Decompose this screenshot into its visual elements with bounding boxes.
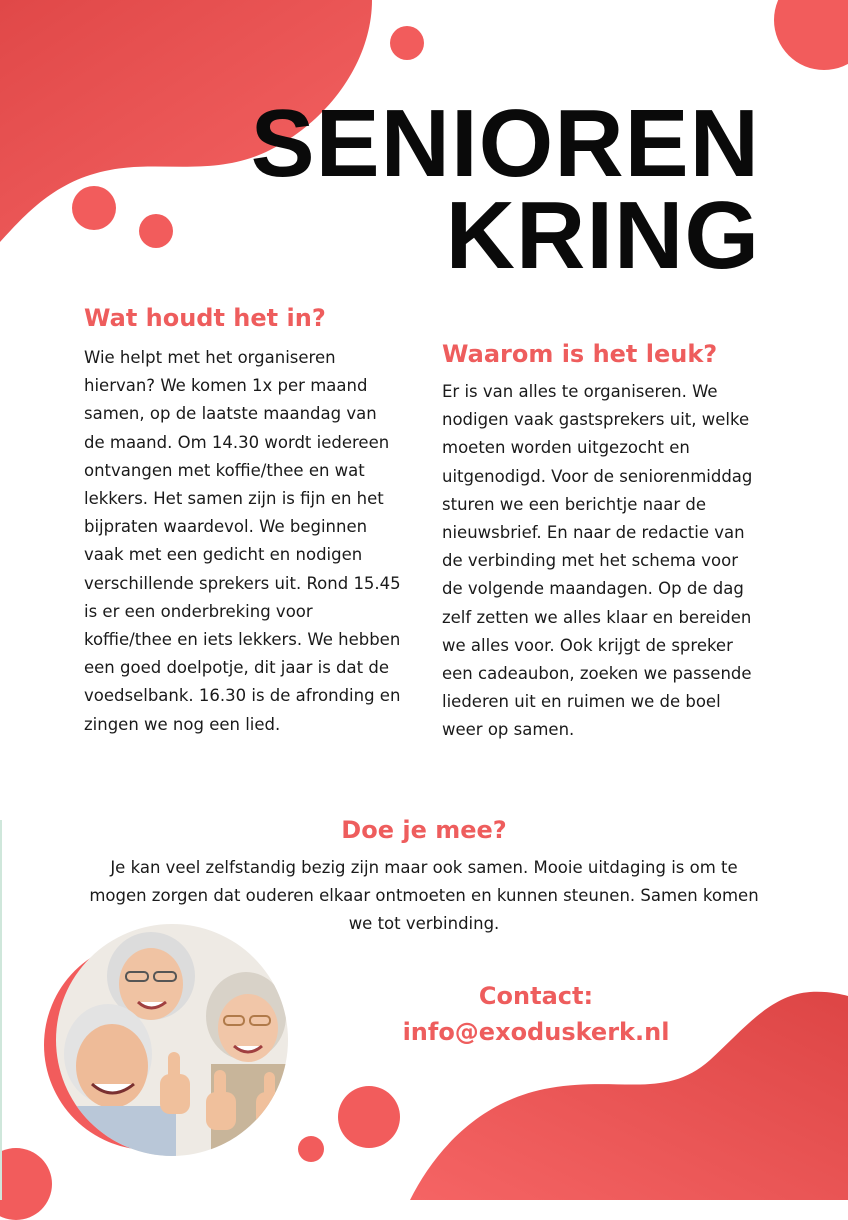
section-body-why: Er is van alles te organiseren. We nodigen vaak gastsprekers uit, welke moeten worden uitgezocht en uitgenodigd. Voor de seniorenmiddag sturen we een berichtje naar de nieuwsbrief. En naar de redactie van de verbinding met het schema voor de volgende maandagen. Op de dag zelf zetten we alles klaar en bereiden we alles voor. Ook krijgt de spreker een cadeaubon, zoeken we passende liederen uit en ruimen we de boel weer op samen. xyxy=(442,382,753,740)
deco-circle-top-right xyxy=(774,0,848,70)
section-heading-join: Doe je mee? xyxy=(341,816,507,844)
contact-label: Contact: xyxy=(478,982,594,1010)
page-title xyxy=(250,90,760,289)
deco-circle-bottom-2 xyxy=(298,1136,324,1162)
title-line-2: KRING xyxy=(445,182,760,289)
deco-circle-small-top xyxy=(390,26,424,60)
title-line-1: SENIOREN xyxy=(250,90,760,197)
section-heading-what: Wat houdt het in? xyxy=(84,304,326,332)
deco-circle-bottom-1 xyxy=(338,1086,400,1148)
seniors-photo xyxy=(56,924,288,1156)
section-heading-why: Waarom is het leuk? xyxy=(442,340,718,368)
left-edge-rule xyxy=(0,820,2,1200)
deco-circle-bottom-left xyxy=(0,1148,52,1220)
section-body-what: Wie helpt met het organiseren hiervan? We komen 1x per maand samen, op de laatste maandag van de maand. Om 14.30 wordt iedereen ontvangen met koffie/thee en wat lekkers. Het samen zijn is fijn en het bijpraten waardevol. We beginnen vaak met een gedicht en nodigen verschillende sprekers uit. Rond 15.45 is er een onderbreking voor koffie/thee en iets lekkers. We hebben een goed doelpotje, dit jaar is dat de voedselbank. 16.30 is de afronding en zingen we nog een lied. xyxy=(84,348,401,734)
section-body-join: Je kan veel zelfstandig bezig zijn maar ook samen. Mooie uitdaging is om te mogen zorgen dat ouderen elkaar ontmoeten en kunnen steunen. Samen komen we tot verbinding. xyxy=(89,858,759,934)
seniors-thumbs-up-photo-icon xyxy=(56,924,288,1156)
contact-email-link[interactable]: info@exoduskerk.nl xyxy=(402,1018,670,1046)
deco-circle-left-1 xyxy=(72,186,116,230)
deco-circle-left-2 xyxy=(139,214,173,248)
